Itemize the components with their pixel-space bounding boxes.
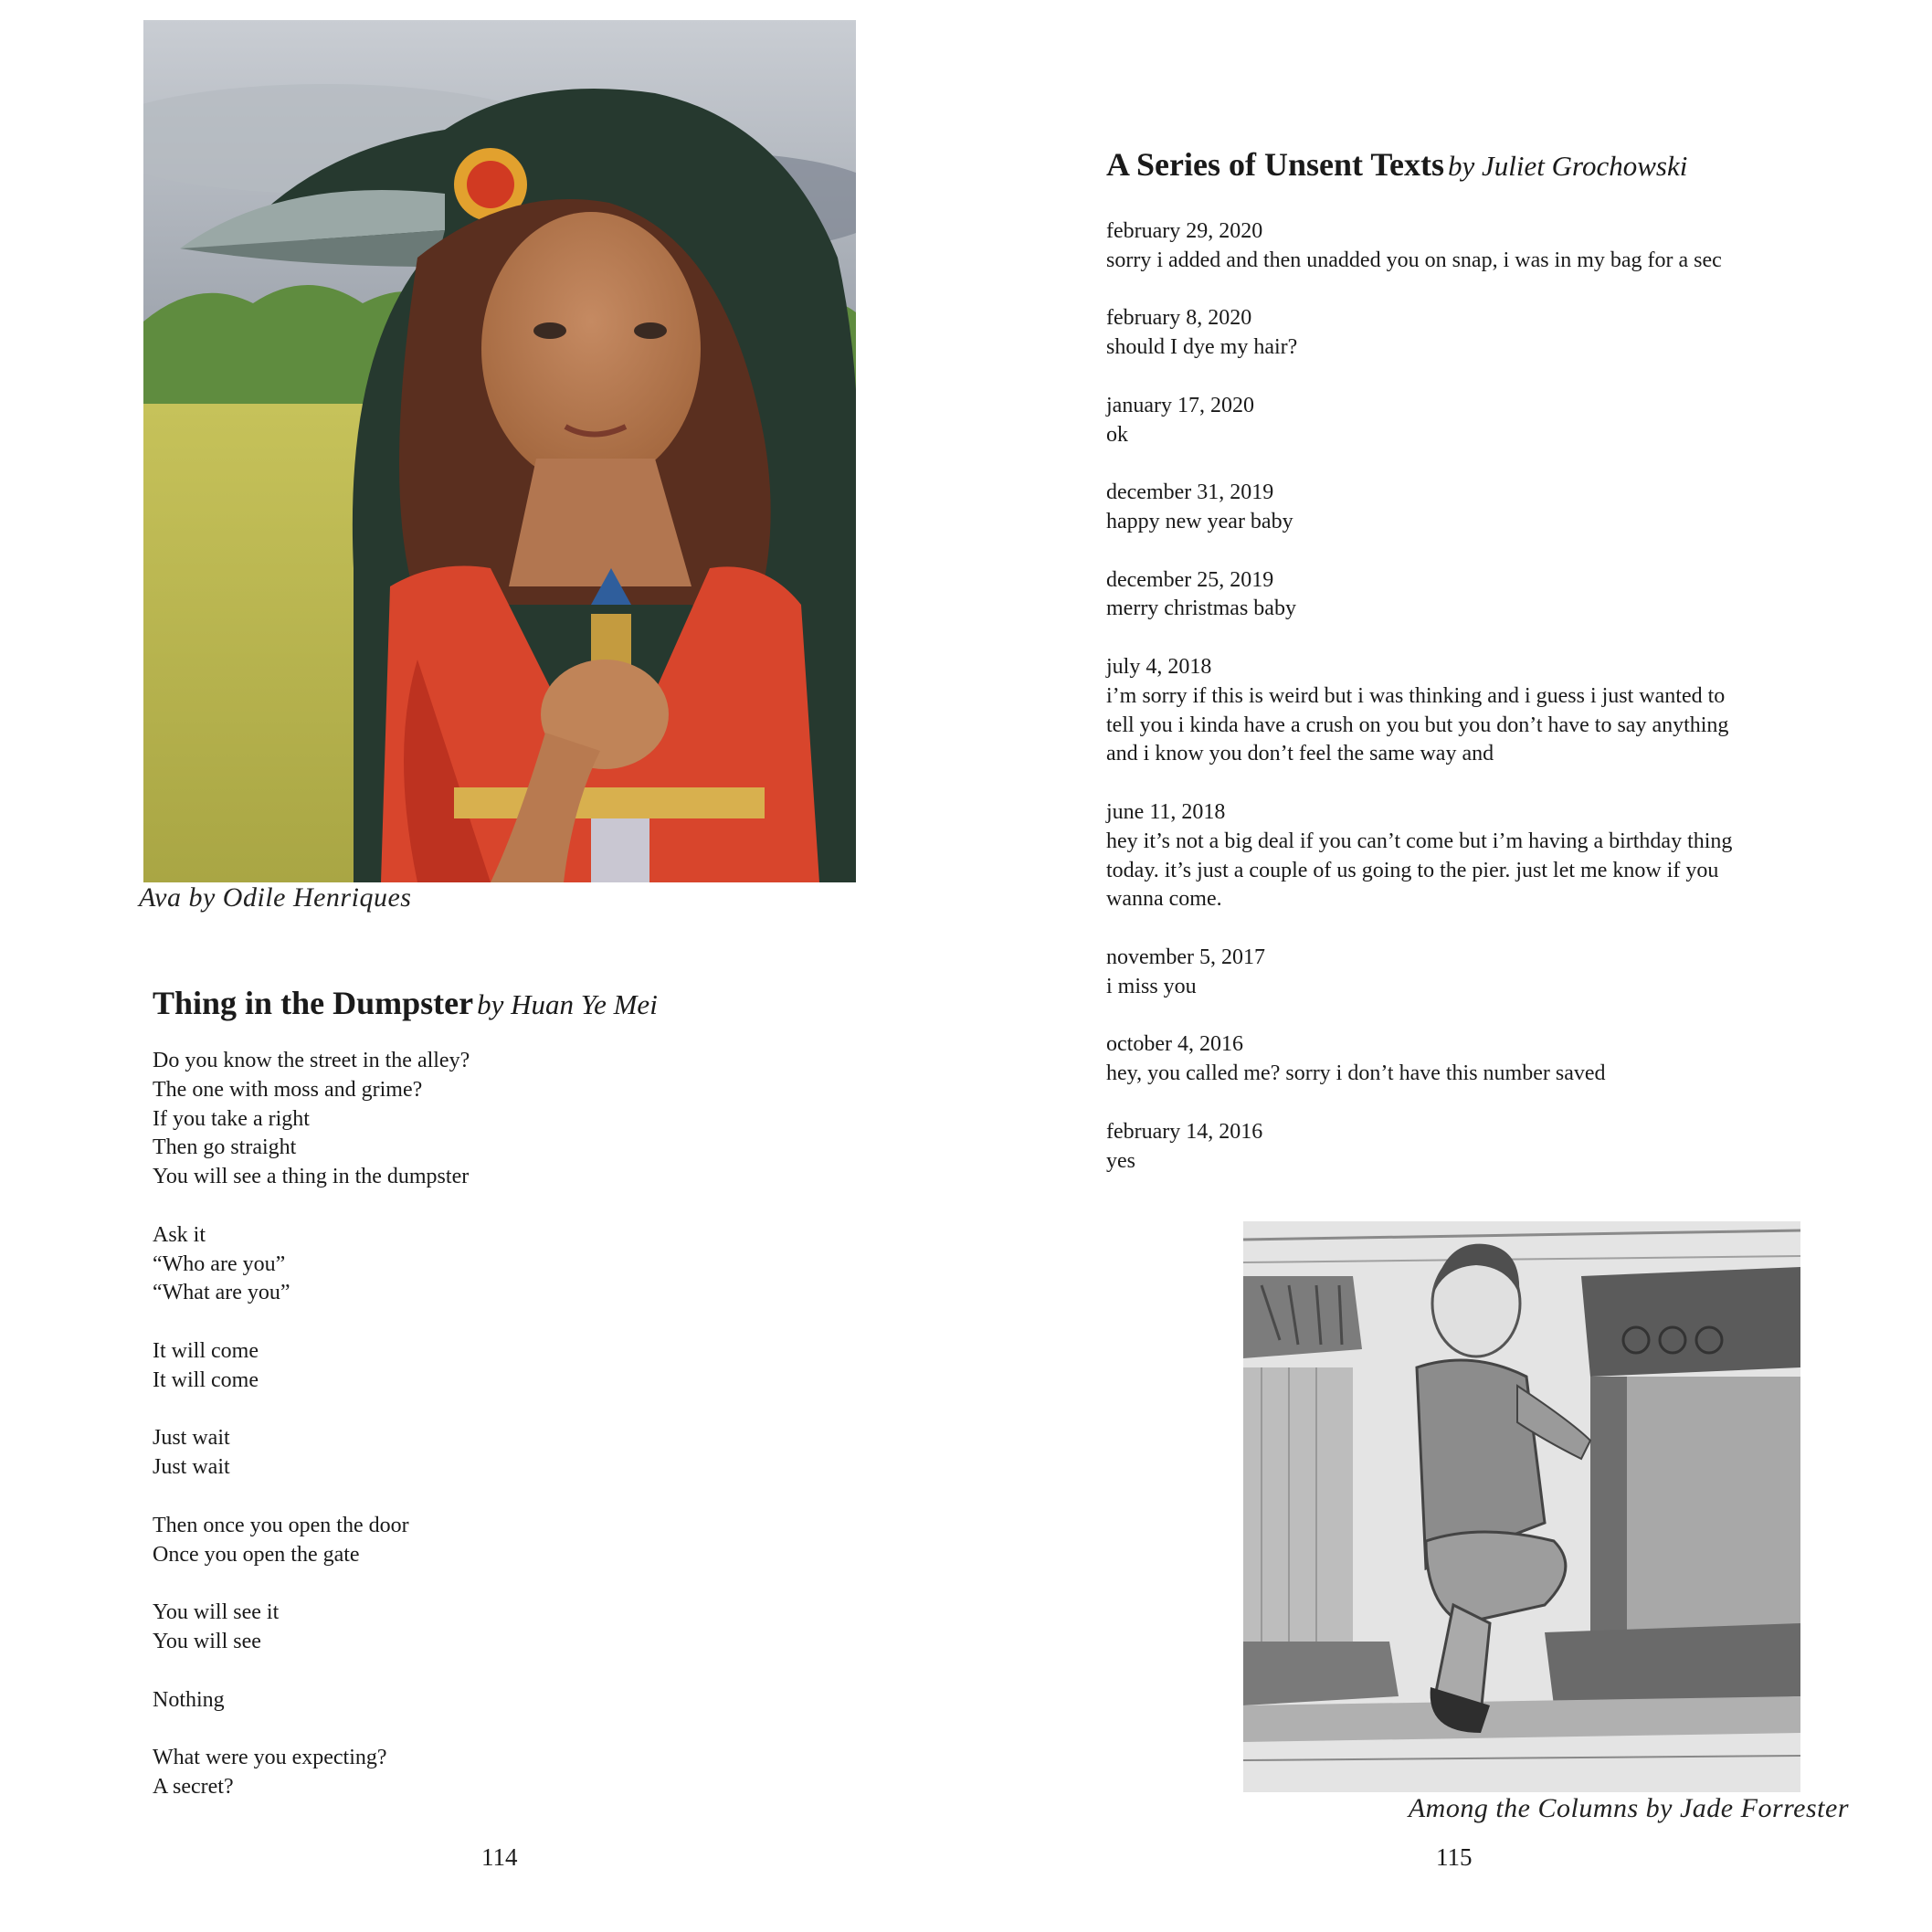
text-date: december 31, 2019: [1106, 480, 1274, 505]
poem-line: Once you open the gate: [153, 1542, 360, 1567]
text-message-line: hey it’s not a big deal if you can’t come but i’m having a birthday thing: [1106, 829, 1733, 853]
text-message-line: and i know you don’t feel the same way and: [1106, 742, 1494, 766]
text-message-line: ok: [1106, 422, 1128, 447]
text-message-line: should I dye my hair?: [1106, 335, 1298, 360]
text-message-line: yes: [1106, 1148, 1135, 1173]
poem-stanza: [153, 1744, 470, 1802]
poem-line: Nothing: [153, 1687, 225, 1712]
text-entry: [1106, 653, 1837, 769]
poem-stanza: [153, 1424, 470, 1483]
poem-byline: by Huan Ye Mei: [477, 988, 658, 1020]
poem-title-text: Thing in the Dumpster: [153, 985, 474, 1021]
texts-byline: by Juliet Grochowski: [1448, 150, 1688, 182]
painting-ava: [143, 20, 856, 882]
text-entry: [1106, 1030, 1837, 1089]
poem-body: [153, 1047, 470, 1832]
text-message-line: hey, you called me? sorry i don’t have this number saved: [1106, 1061, 1606, 1086]
poem-line: Do you know the street in the alley?: [153, 1049, 470, 1072]
text-date: july 4, 2018: [1106, 654, 1212, 679]
poem-line: Just wait: [153, 1426, 230, 1451]
painting-caption: Ava by Odile Henriques: [139, 882, 412, 913]
text-entry: [1106, 392, 1837, 450]
text-date: june 11, 2018: [1106, 799, 1226, 824]
poem-line: It will come: [153, 1338, 259, 1363]
poem-stanza: [153, 1221, 470, 1308]
page-number: 114: [481, 1843, 518, 1871]
poem-line: You will see it: [153, 1600, 280, 1625]
text-message-line: happy new year baby: [1106, 509, 1293, 533]
text-date: january 17, 2020: [1106, 393, 1254, 417]
text-message-line: i’m sorry if this is weird but i was thinking and i guess i just wanted to: [1106, 683, 1726, 708]
poem-line: “Who are you”: [153, 1251, 286, 1276]
poem-line: “What are you”: [153, 1281, 290, 1305]
text-message-line: tell you i kinda have a crush on you but you don’t have to say anything: [1106, 713, 1729, 737]
text-message-line: sorry i added and then unadded you on snap, i was in my bag for a sec: [1106, 248, 1722, 272]
text-date: october 4, 2016: [1106, 1032, 1243, 1057]
text-entry: [1106, 304, 1837, 363]
text-entry: [1106, 798, 1837, 914]
text-entry: [1106, 479, 1837, 537]
poem-line: Then once you open the door: [153, 1513, 409, 1537]
text-entry: [1106, 566, 1837, 625]
drawing-caption: Among the Columns by Jade Forrester: [1408, 1793, 1849, 1823]
text-date: december 25, 2019: [1106, 567, 1274, 592]
text-message-line: i miss you: [1106, 974, 1197, 998]
poem-stanza: [153, 1686, 470, 1716]
poem-line: If you take a right: [153, 1106, 310, 1131]
text-entry: [1106, 1118, 1837, 1177]
poem-title: [153, 987, 658, 1019]
poem-line: It will come: [153, 1367, 259, 1392]
texts-title: [1106, 148, 1687, 181]
poem-line: Then go straight: [153, 1135, 297, 1160]
drawing-among-the-columns: [1243, 1221, 1800, 1792]
poem-line: What were you expecting?: [153, 1746, 387, 1770]
text-message-line: wanna come.: [1106, 887, 1222, 912]
poem-stanza: [153, 1599, 470, 1657]
poem-line: Ask it: [153, 1222, 206, 1247]
text-date: february 29, 2020: [1106, 219, 1263, 243]
texts-body: [1106, 217, 1837, 1205]
page-number-right: 115: [1436, 1843, 1473, 1871]
text-date: february 14, 2016: [1106, 1119, 1263, 1144]
poem-stanza: [153, 1047, 470, 1192]
poem-line: You will see: [153, 1629, 261, 1653]
poem-stanza: [153, 1337, 470, 1396]
poem-line: Just wait: [153, 1455, 230, 1480]
texts-title-text: A Series of Unsent Texts: [1106, 146, 1445, 183]
text-message-line: today. it’s just a couple of us going to the pier. just let me know if you: [1106, 858, 1719, 882]
text-entry: [1106, 217, 1837, 276]
text-date: february 8, 2020: [1106, 306, 1252, 331]
text-entry: [1106, 944, 1837, 1002]
poem-line: You will see a thing in the dumpster: [153, 1165, 470, 1189]
text-message-line: merry christmas baby: [1106, 596, 1296, 621]
poem-line: A secret?: [153, 1774, 234, 1799]
poem-stanza: [153, 1512, 470, 1570]
text-date: november 5, 2017: [1106, 945, 1265, 969]
poem-line: The one with moss and grime?: [153, 1077, 423, 1102]
